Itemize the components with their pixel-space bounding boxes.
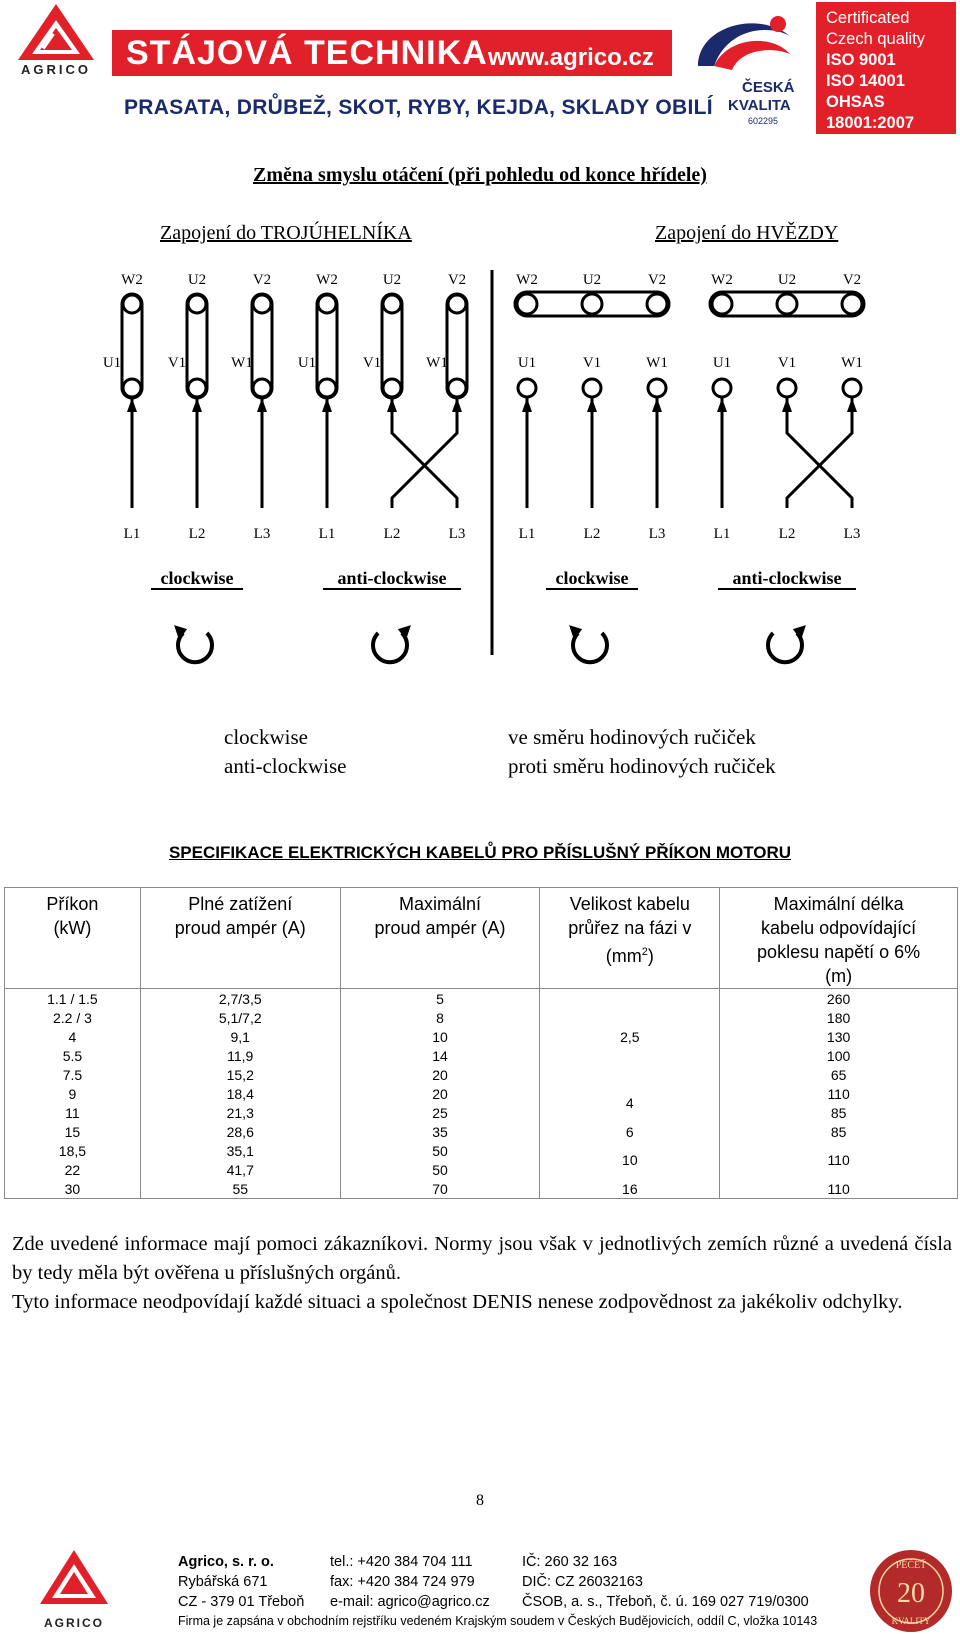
line-label: L3 [448, 526, 466, 542]
terminal-circle [123, 295, 141, 313]
cable-section-cell: 10 [540, 1141, 720, 1179]
terminal-label: W2 [516, 272, 538, 288]
header-max-length: Maximální délka kabelu odpovídající poklesu napětí o 6% (m) [720, 888, 958, 989]
cable-section-cell: 6 [540, 1122, 720, 1141]
terminal-label: W2 [121, 272, 143, 288]
terminal-circle [843, 379, 861, 397]
arrow-tip [174, 625, 187, 640]
terminal-circle [318, 379, 336, 397]
legend-meaning-anticlockwise: proti směru hodinových ručiček [508, 754, 776, 778]
page-title: Změna smyslu otáčení (při pohledu od konce hřídele) [253, 164, 707, 186]
terminal-circle [448, 295, 466, 313]
arrow-head [782, 398, 792, 412]
line-label: L3 [253, 526, 271, 542]
terminal-label: U1 [517, 355, 537, 371]
header-subtitle: PRASATA, DRŮBEŽ, SKOT, RYBY, KEJDA, SKLADY OBILÍ [124, 96, 713, 119]
terminal-label: V1 [362, 355, 382, 371]
terminal-label: W1 [231, 355, 253, 371]
terminal-label: U2 [187, 272, 207, 288]
table-row: 30 55 70 16 110 [5, 1179, 958, 1199]
quality-logo-line2: KVALITA [728, 97, 791, 114]
footer-logo-text: AGRICO [44, 1616, 104, 1630]
table-row: 9 18,4 20 4 110 [5, 1084, 958, 1103]
terminal-label: V2 [647, 272, 667, 288]
table-row: 4 9,1 10 130 [5, 1027, 958, 1046]
terminal-circle [842, 294, 862, 314]
rotation-label: anti-clockwise [337, 568, 447, 588]
cert-line: 18001:2007 [826, 114, 915, 132]
footer-registration: IČ: 260 32 163 DIČ: CZ 26032163 ČSOB, a. s., Třeboň, č. ú. 169 027 719/0300 [522, 1554, 809, 1610]
cable-spec-table [4, 887, 958, 1199]
terminal-circle [647, 294, 667, 314]
line-label: L1 [518, 526, 536, 542]
terminal-label: V1 [777, 355, 797, 371]
seal-number: 20 [897, 1578, 925, 1609]
terminal-label: U1 [297, 355, 317, 371]
arrow-head [257, 398, 267, 412]
terminal-label: U2 [777, 272, 797, 288]
footer-agrico-logo [34, 1548, 114, 1618]
legend-meaning-clockwise: ve směru hodinových ručiček [508, 725, 756, 749]
table-row: 15 28,6 35 6 85 [5, 1122, 958, 1141]
supply-wire [787, 397, 852, 508]
rotation-label: clockwise [555, 568, 629, 588]
disclaimer-paragraph-1: Zde uvedené informace mají pomoci zákazníkovi. Normy jsou však v jednotlivých zemích různé a uvedená čísla by tedy měla být ověřena u příslušných orgánů. [12, 1233, 952, 1284]
terminal-label: W1 [646, 355, 668, 371]
terminal-circle [383, 379, 401, 397]
arrow-head [387, 398, 397, 412]
terminal-circle [713, 379, 731, 397]
clockwise-arrow-icon [573, 633, 607, 662]
star-heading: Zapojení do HVĚZDY [655, 222, 839, 244]
cert-line: OHSAS [826, 93, 885, 111]
terminal-circle [777, 294, 797, 314]
line-label: L1 [713, 526, 731, 542]
header-cable-size: Velikost kabelu průřez na fázi v $(mm^2)$ [540, 888, 720, 989]
supply-wire [392, 397, 457, 508]
arrow-head [652, 398, 662, 412]
page-number: 8 [476, 1492, 484, 1509]
ceska-kvalita-logo [678, 6, 808, 130]
terminal-circle [318, 295, 336, 313]
anticlockwise-arrow-icon [373, 633, 407, 662]
table-row: 7.5 15,2 20 65 [5, 1065, 958, 1084]
arrow-head [452, 398, 462, 412]
terminal-circle [188, 379, 206, 397]
terminal-circle [383, 295, 401, 313]
line-label: L3 [843, 526, 861, 542]
terminal-circle [517, 294, 537, 314]
certification-box [816, 2, 956, 134]
line-label: L1 [123, 526, 141, 542]
terminal-label: W1 [841, 355, 863, 371]
terminal-label: V1 [167, 355, 187, 371]
agrico-logo-text: AGRICO [21, 62, 91, 77]
line-label: L1 [318, 526, 336, 542]
header-full-load: Plné zatížení proud ampér (A) [140, 888, 340, 989]
footer-note: Firma je zapsána v obchodním rejstříku vedeném Krajským soudem v Českých Budějovicích, oddíl C, vložka 10143 [178, 1614, 818, 1628]
terminal-label: U1 [712, 355, 732, 371]
table-row: 11 21,3 25 85 [5, 1103, 958, 1122]
quality-logo-line1: ČESKÁ [742, 79, 795, 96]
rotation-label: clockwise [160, 568, 234, 588]
header-power: Příkon (kW) [5, 888, 141, 989]
banner-title: STÁJOVÁ TECHNIKA [126, 34, 488, 72]
cert-line: Czech quality [826, 30, 926, 48]
arrow-tip [569, 625, 582, 640]
quality-seal-icon [868, 1548, 954, 1634]
terminal-label: W1 [426, 355, 448, 371]
delta-heading: Zapojení do TROJÚHELNÍKA [160, 222, 412, 244]
terminal-label: V2 [842, 272, 862, 288]
arrow-head [192, 398, 202, 412]
terminal-circle [123, 379, 141, 397]
line-label: L2 [188, 526, 206, 542]
arrow-head [847, 398, 857, 412]
terminal-circle [648, 379, 666, 397]
cable-section-cell: 4 [540, 1084, 720, 1122]
table-header-row [5, 888, 958, 989]
cable-length-cell: 110 [720, 1141, 958, 1179]
terminal-label: V2 [252, 272, 272, 288]
terminal-label: U2 [382, 272, 402, 288]
table-row: 5.5 11,9 14 100 [5, 1046, 958, 1065]
line-label: L2 [383, 526, 401, 542]
quality-logo-number: 602295 [748, 116, 779, 126]
legend-term-anticlockwise: anti-clockwise [224, 754, 347, 778]
cable-section-cell: 2,5 [540, 989, 720, 1085]
terminal-circle [518, 379, 536, 397]
arrow-head [587, 398, 597, 412]
cert-line: Certificated [826, 9, 910, 27]
terminal-label: U2 [582, 272, 602, 288]
wiring-diagram [100, 270, 930, 710]
arrow-head [717, 398, 727, 412]
line-label: L3 [648, 526, 666, 542]
arrow-tip [793, 625, 806, 640]
table-row: 22 41,7 50 [5, 1160, 958, 1179]
terminal-label: V1 [582, 355, 602, 371]
footer-email[interactable]: e-mail: agrico@agrico.cz [330, 1594, 490, 1610]
supply-wire [787, 397, 852, 508]
terminal-label: W2 [711, 272, 733, 288]
cert-line: ISO 9001 [826, 51, 896, 69]
line-label: L2 [583, 526, 601, 542]
arrow-head [322, 398, 332, 412]
cert-line: ISO 14001 [826, 72, 905, 90]
rotation-label: anti-clockwise [732, 568, 842, 588]
table-row: 1.1 / 1.5 2,7/3,5 5 2,5 260 [5, 989, 958, 1009]
header-max-current: Maximální proud ampér (A) [340, 888, 540, 989]
supply-wire [392, 397, 457, 508]
terminal-circle [188, 295, 206, 313]
legend-term-clockwise: clockwise [224, 725, 308, 749]
clockwise-arrow-icon [178, 633, 212, 662]
seal-bottom-text: KVALITY [891, 1616, 931, 1626]
cable-section-cell: 16 [540, 1179, 720, 1199]
terminal-label: V2 [447, 272, 467, 288]
terminal-circle [582, 294, 602, 314]
terminal-circle [778, 379, 796, 397]
spec-title: SPECIFIKACE ELEKTRICKÝCH KABELŮ PRO PŘÍSLUŠNÝ PŘÍKON MOTORU [168, 843, 792, 862]
arrow-tip [398, 625, 411, 640]
anticlockwise-arrow-icon [768, 633, 802, 662]
arrow-head [522, 398, 532, 412]
table-row: 2.2 / 3 5,1/7,2 8 180 [5, 1008, 958, 1027]
terminal-circle [712, 294, 732, 314]
banner-url[interactable]: www.agrico.cz [488, 44, 654, 71]
table-row: 18,5 35,1 50 10 110 [5, 1141, 958, 1160]
terminal-circle [253, 379, 271, 397]
footer-contact: tel.: +420 384 704 111 fax: +420 384 724 979 e-mail: agrico@agrico.cz [330, 1554, 490, 1610]
disclaimer-paragraph-2: Tyto informace neodpovídají každé situaci a společnost DENIS nenese zodpovědnost za jakékoliv odchylky. [12, 1291, 903, 1313]
terminal-circle [583, 379, 601, 397]
terminal-label: W2 [316, 272, 338, 288]
line-label: L2 [778, 526, 796, 542]
terminal-circle [253, 295, 271, 313]
seal-top-text: PEČEŤ [895, 1560, 927, 1571]
footer-company: Agrico, s. r. o. Rybářská 671 CZ - 379 01 Třeboň [178, 1554, 305, 1610]
terminal-circle [448, 379, 466, 397]
terminal-label: U1 [102, 355, 122, 371]
arrow-head [127, 398, 137, 412]
